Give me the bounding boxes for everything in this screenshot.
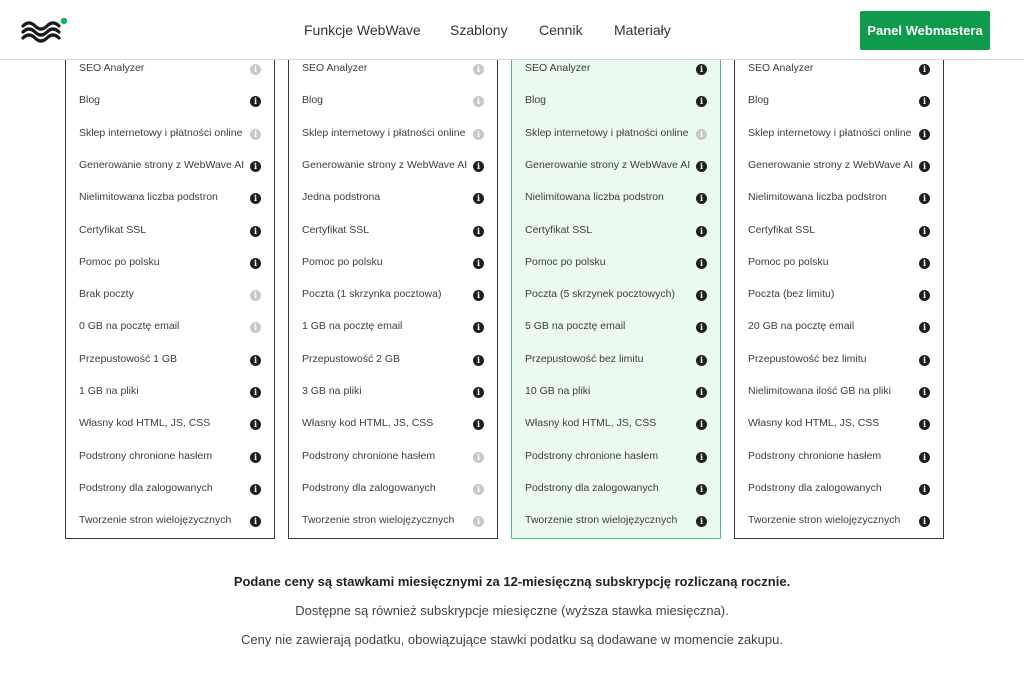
feature-label: Podstrony chronione hasłem xyxy=(525,449,659,462)
feature-label: SEO Analyzer xyxy=(302,62,368,74)
info-icon[interactable]: i xyxy=(696,290,707,301)
info-icon[interactable]: i xyxy=(473,484,484,495)
feature-row xyxy=(289,350,497,370)
info-icon[interactable]: i xyxy=(696,226,707,237)
feature-label: Certyfikat SSL xyxy=(302,223,370,236)
feature-label: Pomoc po polsku xyxy=(748,255,829,268)
feature-label: SEO Analyzer xyxy=(79,62,145,74)
feature-label: Tworzenie stron wielojęzycznych xyxy=(748,514,901,527)
feature-label: Podstrony chronione hasłem xyxy=(302,449,436,462)
feature-row xyxy=(289,253,497,273)
feature-row xyxy=(289,382,497,402)
feature-row xyxy=(512,350,720,370)
info-icon[interactable]: i xyxy=(919,355,930,366)
feature-row xyxy=(735,511,943,531)
feature-row xyxy=(735,447,943,467)
info-icon[interactable]: i xyxy=(250,355,261,366)
feature-row xyxy=(289,414,497,434)
feature-label: Nielimitowana ilość GB na pliki xyxy=(748,385,891,397)
feature-row xyxy=(289,511,497,531)
feature-row xyxy=(735,285,943,305)
feature-row xyxy=(735,156,943,176)
feature-label: Blog xyxy=(748,94,770,107)
info-icon[interactable]: i xyxy=(473,322,484,333)
info-icon[interactable]: i xyxy=(696,129,707,140)
nav-link-materialy[interactable]: Materiały xyxy=(614,22,671,38)
feature-row xyxy=(512,188,720,208)
info-icon[interactable]: i xyxy=(696,355,707,366)
feature-row xyxy=(735,188,943,208)
feature-row xyxy=(512,285,720,305)
info-icon[interactable]: i xyxy=(696,484,707,495)
info-icon[interactable]: i xyxy=(919,96,930,107)
feature-label: Certyfikat SSL xyxy=(79,223,147,236)
feature-label: Pomoc po polsku xyxy=(79,255,160,268)
feature-label: 3 GB na pliki xyxy=(302,385,362,397)
info-icon[interactable]: i xyxy=(919,226,930,237)
feature-label: Tworzenie stron wielojęzycznych xyxy=(525,514,678,527)
info-icon[interactable]: i xyxy=(250,226,261,237)
feature-row xyxy=(66,91,274,111)
feature-label: 5 GB na pocztę email xyxy=(525,320,626,333)
feature-row xyxy=(735,59,943,79)
feature-label: Własny kod HTML, JS, CSS xyxy=(748,417,880,430)
feature-row xyxy=(289,221,497,241)
feature-label: Podstrony dla zalogowanych xyxy=(748,481,882,494)
feature-label: Jedna podstrona xyxy=(302,191,381,204)
feature-row xyxy=(66,285,274,305)
feature-row xyxy=(512,479,720,499)
feature-row xyxy=(512,447,720,467)
info-icon[interactable]: i xyxy=(473,96,484,107)
feature-row xyxy=(512,156,720,176)
feature-row xyxy=(512,253,720,273)
feature-label: Przepustowość bez limitu xyxy=(748,352,867,365)
feature-row xyxy=(735,350,943,370)
feature-row xyxy=(66,188,274,208)
feature-row xyxy=(289,285,497,305)
info-icon[interactable]: i xyxy=(473,516,484,527)
info-icon[interactable]: i xyxy=(250,322,261,333)
feature-row xyxy=(66,511,274,531)
plan-column-4 xyxy=(734,50,944,539)
feature-row xyxy=(735,479,943,499)
pricing-note-monthly: Dostępne są również subskrypcje miesięczne (wyższa stawka miesięczna). xyxy=(295,603,729,618)
feature-label: Przepustowość 1 GB xyxy=(79,352,178,365)
info-icon[interactable]: i xyxy=(919,64,930,75)
info-icon[interactable]: i xyxy=(250,258,261,269)
info-icon[interactable]: i xyxy=(919,129,930,140)
feature-label: Blog xyxy=(302,94,324,107)
feature-label: Poczta (1 skrzynka pocztowa) xyxy=(302,288,442,301)
info-icon[interactable]: i xyxy=(250,129,261,140)
info-icon[interactable]: i xyxy=(473,161,484,172)
info-icon[interactable]: i xyxy=(696,322,707,333)
nav-link-szablony[interactable]: Szablony xyxy=(450,22,508,38)
feature-row xyxy=(66,447,274,467)
feature-label: Własny kod HTML, JS, CSS xyxy=(525,417,657,430)
feature-label: Poczta (bez limitu) xyxy=(748,288,835,301)
feature-label: Sklep internetowy i płatności online xyxy=(525,126,689,139)
feature-label: 1 GB na pliki xyxy=(79,385,139,397)
feature-label: Podstrony dla zalogowanych xyxy=(525,481,659,494)
feature-row xyxy=(66,382,274,402)
feature-row xyxy=(512,317,720,337)
feature-label: Certyfikat SSL xyxy=(525,223,593,236)
feature-label: Blog xyxy=(79,94,101,107)
info-icon[interactable]: i xyxy=(250,419,261,430)
feature-row xyxy=(66,59,274,79)
pricing-note-tax: Ceny nie zawierają podatku, obowiązujące stawki podatku są dodawane w momencie zakupu. xyxy=(241,632,783,647)
feature-label: 20 GB na pocztę email xyxy=(748,320,855,333)
feature-row xyxy=(289,59,497,79)
feature-row xyxy=(289,479,497,499)
info-icon[interactable]: i xyxy=(919,258,930,269)
feature-row xyxy=(735,221,943,241)
feature-row xyxy=(289,188,497,208)
feature-row xyxy=(289,447,497,467)
info-icon[interactable]: i xyxy=(473,419,484,430)
feature-label: Pomoc po polsku xyxy=(302,255,383,268)
feature-label: Sklep internetowy i płatności online xyxy=(748,126,912,139)
feature-label: 1 GB na pocztę email xyxy=(302,320,403,333)
info-icon[interactable]: i xyxy=(473,290,484,301)
info-icon[interactable]: i xyxy=(250,484,261,495)
feature-label: Tworzenie stron wielojęzycznych xyxy=(79,514,232,527)
plan-column-2 xyxy=(288,50,498,539)
pricing-note-annual: Podane ceny są stawkami miesięcznymi za 12-miesięczną subskrypcję rozliczaną rocznie. xyxy=(233,574,791,589)
feature-row xyxy=(66,221,274,241)
feature-row xyxy=(66,253,274,273)
feature-row xyxy=(66,350,274,370)
feature-row xyxy=(512,414,720,434)
feature-row xyxy=(289,317,497,337)
info-icon[interactable]: i xyxy=(250,452,261,463)
info-icon[interactable]: i xyxy=(919,290,930,301)
feature-label: Podstrony dla zalogowanych xyxy=(79,481,213,494)
feature-label: SEO Analyzer xyxy=(525,62,591,74)
feature-label: Certyfikat SSL xyxy=(748,223,816,236)
feature-row xyxy=(735,317,943,337)
info-icon[interactable]: i xyxy=(696,516,707,527)
info-icon[interactable]: i xyxy=(919,387,930,398)
feature-row xyxy=(66,479,274,499)
feature-label: Nielimitowana liczba podstron xyxy=(748,191,887,204)
feature-label: Własny kod HTML, JS, CSS xyxy=(79,417,211,430)
feature-row xyxy=(735,382,943,402)
info-icon[interactable]: i xyxy=(473,258,484,269)
info-icon[interactable]: i xyxy=(250,387,261,398)
feature-row xyxy=(735,124,943,144)
info-icon[interactable]: i xyxy=(696,64,707,75)
info-icon[interactable]: i xyxy=(696,387,707,398)
feature-label: SEO Analyzer xyxy=(748,62,814,74)
info-icon[interactable]: i xyxy=(473,452,484,463)
feature-row xyxy=(289,124,497,144)
info-icon[interactable]: i xyxy=(696,96,707,107)
info-icon[interactable]: i xyxy=(473,64,484,75)
info-icon[interactable]: i xyxy=(473,355,484,366)
info-icon[interactable]: i xyxy=(919,322,930,333)
top-navigation-bar xyxy=(0,0,1024,60)
info-icon[interactable]: i xyxy=(250,516,261,527)
info-icon[interactable]: i xyxy=(250,64,261,75)
feature-row xyxy=(512,124,720,144)
info-icon[interactable]: i xyxy=(696,193,707,204)
feature-label: Podstrony dla zalogowanych xyxy=(302,481,436,494)
info-icon[interactable]: i xyxy=(919,452,930,463)
feature-label: Przepustowość 2 GB xyxy=(302,352,401,365)
info-icon[interactable]: i xyxy=(919,516,930,527)
feature-label: 0 GB na pocztę email xyxy=(79,320,180,333)
info-icon[interactable]: i xyxy=(696,452,707,463)
info-icon[interactable]: i xyxy=(250,161,261,172)
feature-label: Generowanie strony z WebWave AI xyxy=(302,158,468,171)
feature-label: Poczta (5 skrzynek pocztowych) xyxy=(525,288,675,301)
feature-label: Tworzenie stron wielojęzycznych xyxy=(302,514,455,527)
feature-row xyxy=(289,91,497,111)
info-icon[interactable]: i xyxy=(919,193,930,204)
feature-label: Sklep internetowy i płatności online xyxy=(79,126,243,139)
info-icon[interactable]: i xyxy=(250,96,261,107)
feature-row xyxy=(512,221,720,241)
feature-label: Nielimitowana liczba podstron xyxy=(525,191,664,204)
info-icon[interactable]: i xyxy=(250,290,261,301)
feature-label: Podstrony chronione hasłem xyxy=(79,449,213,462)
feature-row xyxy=(66,124,274,144)
feature-label: Nielimitowana liczba podstron xyxy=(79,191,218,204)
feature-label: Blog xyxy=(525,94,547,107)
feature-label: Pomoc po polsku xyxy=(525,255,606,268)
info-icon[interactable]: i xyxy=(696,419,707,430)
info-icon[interactable]: i xyxy=(919,484,930,495)
info-icon[interactable]: i xyxy=(473,193,484,204)
feature-label: Generowanie strony z WebWave AI xyxy=(748,158,914,171)
feature-row xyxy=(512,91,720,111)
feature-label: Brak poczty xyxy=(79,288,134,301)
info-icon[interactable]: i xyxy=(696,258,707,269)
feature-label: 10 GB na pliki xyxy=(525,385,591,397)
feature-row xyxy=(735,414,943,434)
feature-label: Generowanie strony z WebWave AI xyxy=(525,158,691,171)
feature-row xyxy=(512,511,720,531)
plan-column-3 xyxy=(511,50,721,539)
info-icon[interactable]: i xyxy=(696,161,707,172)
feature-row xyxy=(735,91,943,111)
info-icon[interactable]: i xyxy=(919,419,930,430)
feature-row xyxy=(512,382,720,402)
nav-link-cennik[interactable]: Cennik xyxy=(539,22,583,38)
info-icon[interactable]: i xyxy=(250,193,261,204)
feature-label: Własny kod HTML, JS, CSS xyxy=(302,417,434,430)
feature-row xyxy=(512,59,720,79)
feature-label: Podstrony chronione hasłem xyxy=(748,449,882,462)
feature-label: Generowanie strony z WebWave AI xyxy=(79,158,245,171)
info-icon[interactable]: i xyxy=(473,387,484,398)
info-icon[interactable]: i xyxy=(473,226,484,237)
feature-row xyxy=(66,414,274,434)
info-icon[interactable]: i xyxy=(473,129,484,140)
feature-row xyxy=(289,156,497,176)
feature-row xyxy=(735,253,943,273)
info-icon[interactable]: i xyxy=(919,161,930,172)
panel-webmastera-button[interactable]: Panel Webmastera xyxy=(860,11,990,50)
plan-column-1 xyxy=(65,50,275,539)
feature-row xyxy=(66,317,274,337)
feature-label: Przepustowość bez limitu xyxy=(525,352,644,365)
nav-link-funkcje[interactable]: Funkcje WebWave xyxy=(304,22,421,38)
feature-row xyxy=(66,156,274,176)
feature-label: Sklep internetowy i płatności online xyxy=(302,126,466,139)
